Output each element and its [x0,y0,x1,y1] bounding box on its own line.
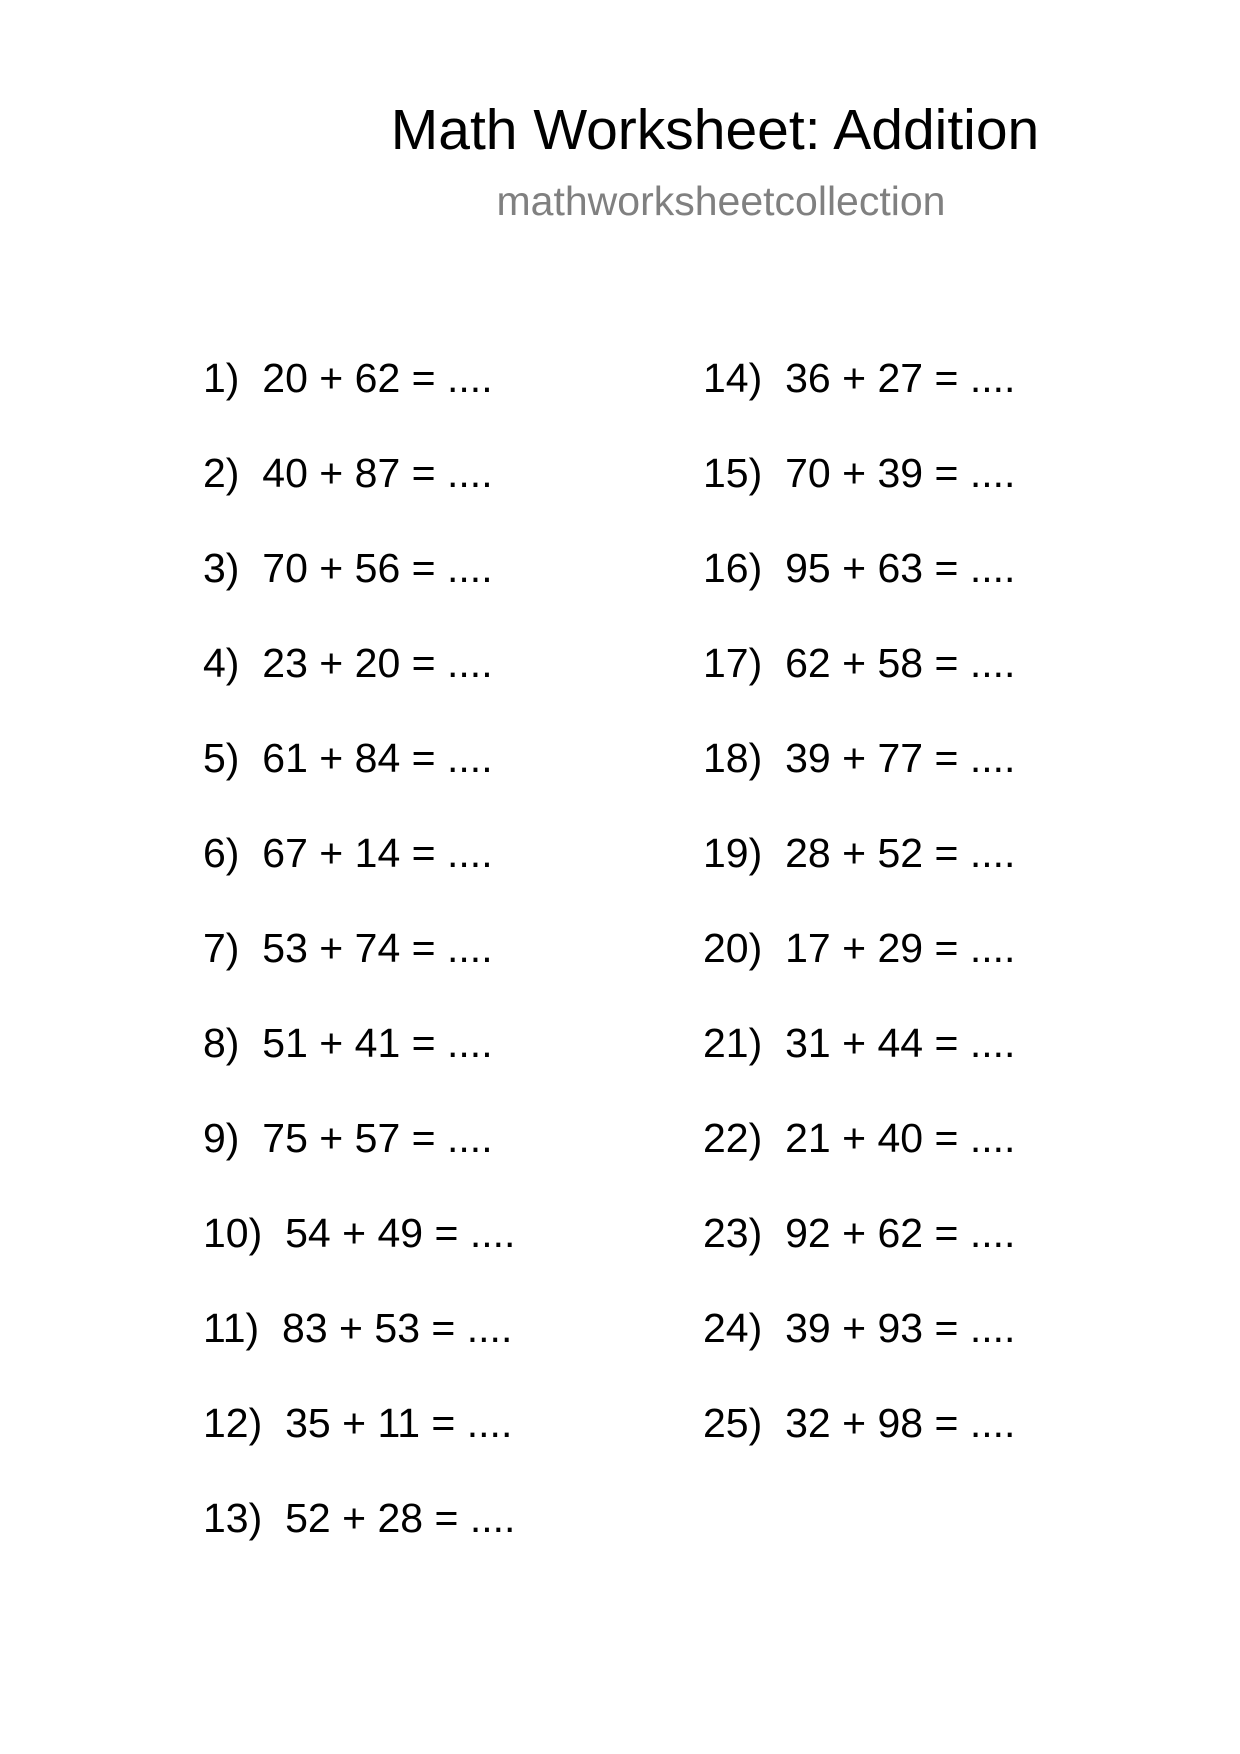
plus-sign: + [842,1115,867,1161]
problem-item [703,639,1015,687]
plus-sign: + [319,1115,344,1161]
problem-item [703,449,1015,497]
problem-number: 4) [203,640,240,686]
problem-number: 15) [703,450,763,496]
plus-sign: + [319,830,344,876]
operand-b: 28 [377,1495,424,1541]
operand-b: 20 [354,640,401,686]
answer-blank[interactable]: .... [466,1305,513,1351]
operand-b: 14 [354,830,401,876]
operand-a: 67 [262,830,308,876]
problem-item [203,1209,515,1257]
answer-blank[interactable]: .... [447,450,493,496]
problem-item [703,1114,1015,1162]
operand-a: 62 [785,640,831,686]
problem-number: 22) [703,1115,763,1161]
plus-sign: + [319,545,344,591]
plus-sign: + [842,1400,867,1446]
problem-item [203,354,493,402]
operand-a: 61 [262,735,308,781]
operand-b: 11 [377,1400,420,1446]
operand-a: 28 [785,830,831,876]
operand-b: 93 [877,1305,924,1351]
answer-blank[interactable]: .... [447,640,493,686]
answer-blank[interactable]: .... [969,925,1016,971]
equals-sign: = [411,735,436,781]
equals-sign: = [934,1210,959,1256]
operand-b: 63 [877,545,924,591]
answer-blank[interactable]: .... [969,640,1016,686]
problem-number: 11) [203,1305,260,1351]
plus-sign: + [319,640,344,686]
problem-item [703,1019,1015,1067]
answer-blank[interactable]: .... [969,830,1016,876]
plus-sign: + [842,545,867,591]
answer-blank[interactable]: .... [969,450,1016,496]
plus-sign: + [319,450,344,496]
problem-number: 18) [703,735,763,781]
equals-sign: = [934,1305,959,1351]
page-subtitle: mathworksheetcollection [496,178,946,224]
plus-sign: + [842,830,867,876]
operand-b: 41 [354,1020,401,1066]
equals-sign: = [934,1020,959,1066]
operand-b: 77 [877,735,924,781]
operand-a: 39 [785,1305,831,1351]
answer-blank[interactable]: .... [466,1400,513,1446]
problem-item [203,924,493,972]
plus-sign: + [339,1305,363,1351]
problem-number: 1) [203,355,240,401]
answer-blank[interactable]: .... [447,830,493,876]
problem-item [203,1304,512,1352]
plus-sign: + [842,450,867,496]
problem-item [203,1114,493,1162]
operand-b: 53 [374,1305,420,1351]
equals-sign: = [434,1495,459,1541]
problem-number: 13) [203,1495,263,1541]
equals-sign: = [411,355,436,401]
plus-sign: + [319,735,344,781]
problem-number: 20) [703,925,763,971]
operand-b: 74 [354,925,401,971]
equals-sign: = [411,830,436,876]
operand-b: 56 [354,545,401,591]
plus-sign: + [842,1210,867,1256]
operand-b: 98 [877,1400,924,1446]
equals-sign: = [411,545,436,591]
problem-item [703,924,1015,972]
operand-a: 52 [285,1495,331,1541]
problem-item [203,829,493,877]
answer-blank[interactable]: .... [969,355,1016,401]
operand-b: 52 [877,830,924,876]
problem-number: 9) [203,1115,240,1161]
plus-sign: + [342,1400,367,1446]
equals-sign: = [934,1115,959,1161]
answer-blank[interactable]: .... [469,1210,516,1256]
answer-blank[interactable]: .... [969,1210,1016,1256]
equals-sign: = [434,1210,459,1256]
plus-sign: + [342,1210,367,1256]
equals-sign: = [934,1400,959,1446]
answer-blank[interactable]: .... [447,925,493,971]
operand-a: 92 [785,1210,831,1256]
answer-blank[interactable]: .... [969,1115,1016,1161]
operand-a: 54 [285,1210,331,1256]
problem-item [703,544,1015,592]
problem-number: 2) [203,450,240,496]
operand-a: 95 [785,545,831,591]
problem-number: 16) [703,545,763,591]
equals-sign: = [934,830,959,876]
operand-a: 23 [262,640,308,686]
operand-a: 17 [785,925,831,971]
problem-item [203,1019,493,1067]
equals-sign: = [411,925,436,971]
operand-b: 39 [877,450,924,496]
operand-b: 57 [354,1115,401,1161]
operand-a: 35 [285,1400,331,1446]
plus-sign: + [842,1020,867,1066]
operand-a: 70 [785,450,831,496]
problem-item [703,1209,1015,1257]
problem-item [203,639,493,687]
equals-sign: = [411,1020,436,1066]
operand-a: 70 [262,545,308,591]
equals-sign: = [934,735,959,781]
problem-item [203,1399,512,1447]
problem-item [703,354,1015,402]
problem-item [203,1494,515,1542]
operand-b: 87 [354,450,401,496]
equals-sign: = [411,450,436,496]
equals-sign: = [934,450,959,496]
plus-sign: + [319,1020,344,1066]
equals-sign: = [411,640,436,686]
operand-a: 83 [282,1305,328,1351]
problem-number: 25) [703,1400,763,1446]
problem-item [203,449,493,497]
answer-blank[interactable]: .... [969,1305,1016,1351]
page-title: Math Worksheet: Addition [390,98,1040,162]
operand-b: 62 [877,1210,924,1256]
equals-sign: = [934,355,959,401]
answer-blank[interactable]: .... [447,1020,493,1066]
problem-number: 14) [703,355,763,401]
operand-b: 29 [877,925,924,971]
problem-number: 24) [703,1305,763,1351]
answer-blank[interactable]: .... [969,735,1016,781]
answer-blank[interactable]: .... [969,545,1016,591]
answer-blank[interactable]: .... [969,1400,1016,1446]
plus-sign: + [842,355,867,401]
plus-sign: + [842,735,867,781]
problem-item [703,1304,1015,1352]
problem-item [203,544,493,592]
operand-a: 53 [262,925,308,971]
plus-sign: + [842,640,867,686]
plus-sign: + [342,1495,367,1541]
operand-a: 32 [785,1400,831,1446]
operand-b: 84 [354,735,401,781]
answer-blank[interactable]: .... [447,355,493,401]
equals-sign: = [411,1115,436,1161]
operand-a: 21 [785,1115,831,1161]
answer-blank[interactable]: .... [447,735,493,781]
problem-number: 5) [203,735,240,781]
problem-item [703,1399,1015,1447]
problem-number: 12) [203,1400,263,1446]
operand-b: 49 [377,1210,424,1256]
operand-a: 51 [262,1020,308,1066]
problem-number: 10) [203,1210,263,1256]
answer-blank[interactable]: .... [469,1495,516,1541]
operand-b: 58 [877,640,924,686]
equals-sign: = [934,925,959,971]
problem-item [203,734,493,782]
problem-item [703,734,1015,782]
operand-a: 31 [785,1020,831,1066]
problem-number: 23) [703,1210,763,1256]
answer-blank[interactable]: .... [447,545,493,591]
operand-b: 27 [877,355,924,401]
problem-number: 21) [703,1020,763,1066]
problem-number: 19) [703,830,763,876]
operand-a: 75 [262,1115,308,1161]
problem-number: 17) [703,640,763,686]
problem-item [703,829,1015,877]
equals-sign: = [934,545,959,591]
answer-blank[interactable]: .... [447,1115,493,1161]
problem-number: 7) [203,925,240,971]
plus-sign: + [319,925,344,971]
plus-sign: + [842,925,867,971]
problem-number: 3) [203,545,240,591]
problem-number: 8) [203,1020,240,1066]
operand-a: 40 [262,450,308,496]
answer-blank[interactable]: .... [969,1020,1016,1066]
operand-b: 40 [877,1115,924,1161]
plus-sign: + [319,355,344,401]
operand-b: 44 [877,1020,924,1066]
operand-a: 20 [262,355,308,401]
plus-sign: + [842,1305,867,1351]
equals-sign: = [431,1305,456,1351]
problem-number: 6) [203,830,240,876]
operand-b: 62 [354,355,401,401]
operand-a: 39 [785,735,831,781]
equals-sign: = [934,640,959,686]
equals-sign: = [431,1400,456,1446]
operand-a: 36 [785,355,831,401]
